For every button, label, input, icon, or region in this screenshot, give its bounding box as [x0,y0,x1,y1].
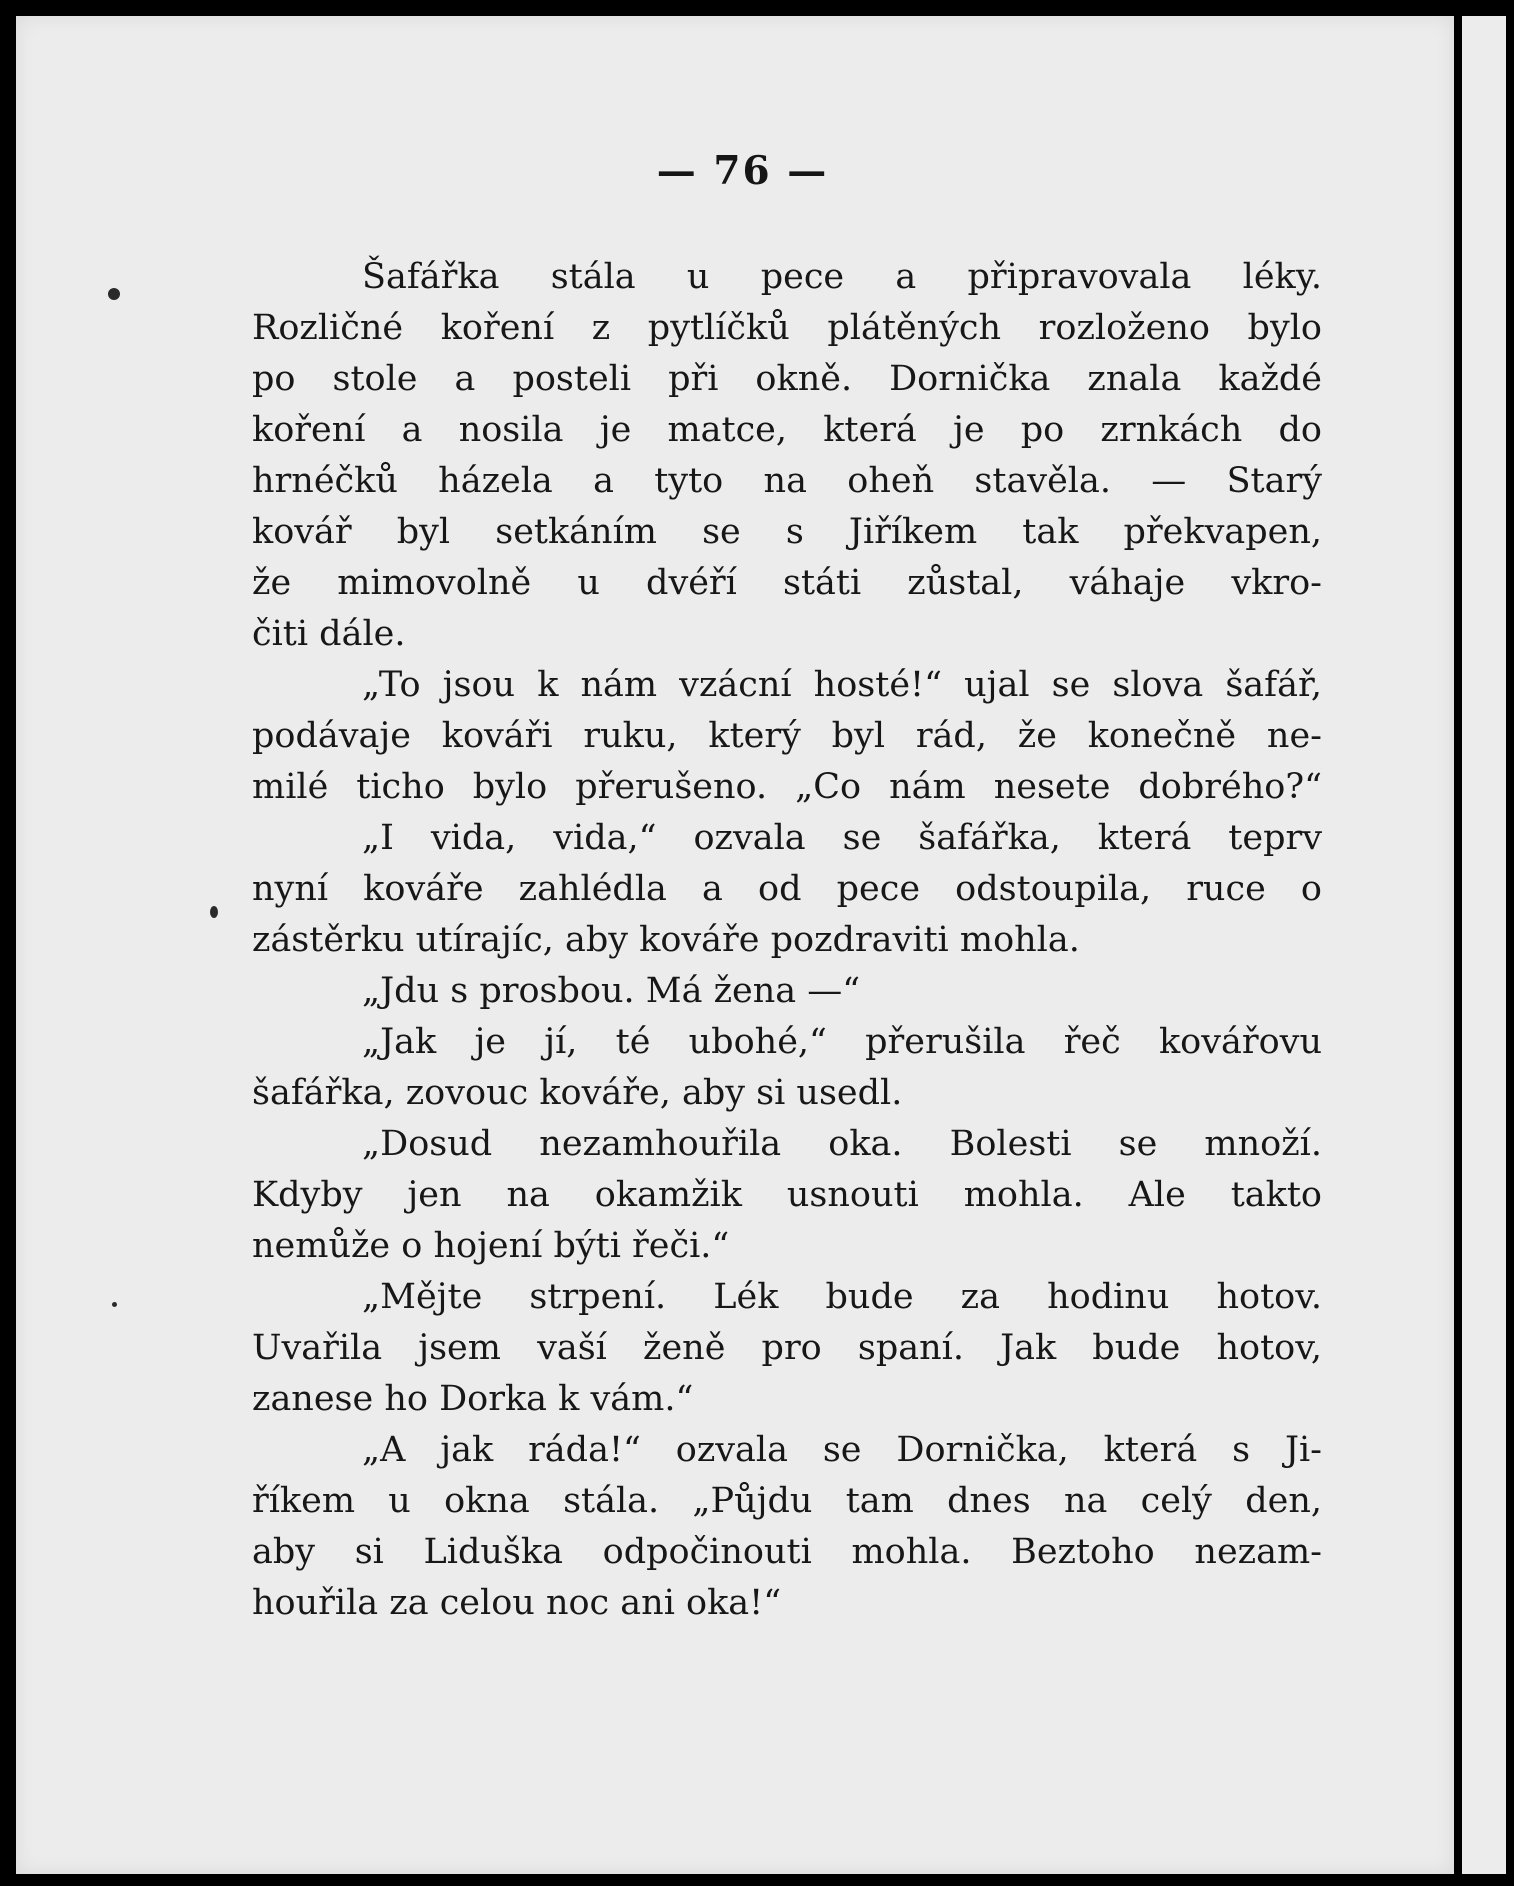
text-line: „To jsou k nám vzácní hosté!“ ujal se slova šafář, [362,665,1322,705]
text-line: Uvařila jsem vaší ženě pro spaní. Jak bude hotov, [252,1328,1322,1368]
text-line: koření a nosila je matce, která je po zrnkách do [252,410,1322,450]
text-line: Šafářka stála u pece a připravovala léky. [362,257,1322,297]
text-line: „I vida, vida,“ ozvala se šafářka, která teprv [362,818,1322,858]
text-line: říkem u okna stála. „Půjdu tam dnes na celý den, [252,1481,1322,1521]
text-line: zanese ho Dorka k vám.“ [252,1379,694,1419]
text-line: zástěrku utírajíc, aby kováře pozdraviti mohla. [252,920,1080,960]
text-line: podávaje kováři ruku, který byl rád, že konečně ne- [252,716,1322,756]
text-line: šafářka, zovouc kováře, aby si usedl. [252,1073,903,1113]
text-line: nyní kováře zahlédla a od pece odstoupila, ruce o [252,869,1322,909]
text-line: Rozličné koření z pytlíčků plátěných rozloženo bylo [252,308,1322,348]
ink-speck [112,1302,117,1307]
adjacent-page-edge [1462,16,1506,1874]
text-line: aby si Liduška odpočinouti mohla. Beztoho nezam- [252,1532,1322,1572]
text-line: „Jdu s prosbou. Má žena —“ [362,971,861,1011]
ink-speck [108,288,120,300]
text-line: milé ticho bylo přerušeno. „Co nám nesete dobrého?“ [252,767,1322,807]
text-line: „Dosud nezamhouřila oka. Bolesti se množí. [362,1124,1322,1164]
page-number: — 76 — [656,148,829,194]
text-line: po stole a posteli při okně. Dornička znala každé [252,359,1322,399]
ink-speck [210,906,218,918]
text-line: „A jak ráda!“ ozvala se Dornička, která s Ji- [362,1430,1322,1470]
text-line: „Mějte strpení. Lék bude za hodinu hotov. [362,1277,1322,1317]
text-line: houřila za celou noc ani oka!“ [252,1583,782,1623]
text-line: Kdyby jen na okamžik usnouti mohla. Ale takto [252,1175,1322,1215]
body-text [252,252,1322,1629]
text-line: hrnéčků házela a tyto na oheň stavěla. — Starý [252,461,1322,501]
text-line: „Jak je jí, té ubohé,“ přerušila řeč kovářovu [362,1022,1322,1062]
text-line: nemůže o hojení býti řeči.“ [252,1226,730,1266]
text-line: kovář byl setkáním se s Jiříkem tak překvapen, [252,512,1322,552]
text-line: čiti dále. [252,614,406,654]
text-line: že mimovolně u dvéří státi zůstal, váhaje vkro- [252,563,1322,603]
